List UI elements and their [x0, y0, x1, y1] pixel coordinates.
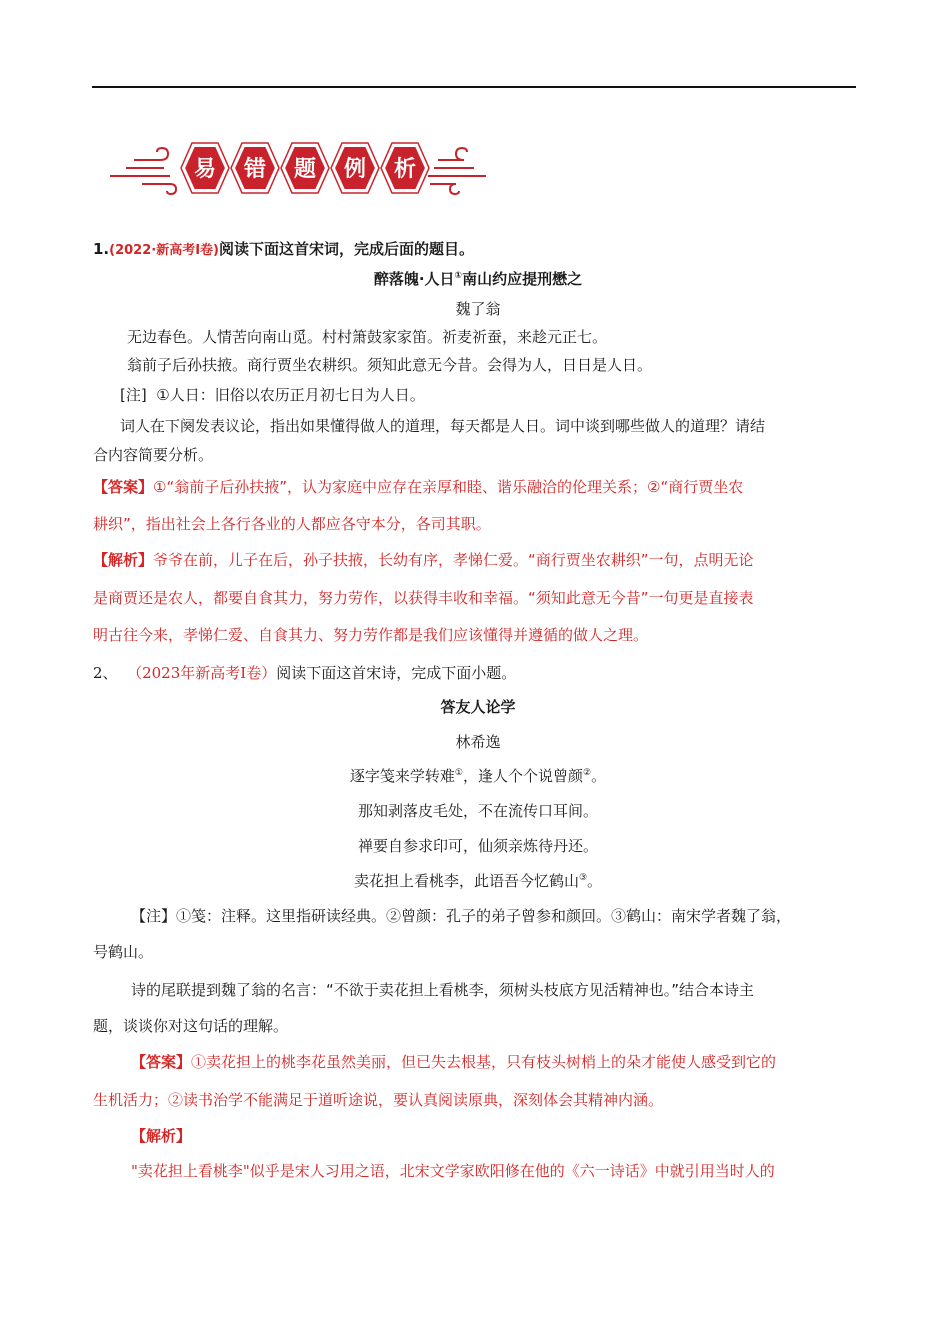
line-text: 逐字笺来学转难 — [349, 767, 455, 785]
question-source: （2023年新高考Ⅰ卷） — [127, 664, 277, 682]
poem-author: 魏了翁 — [455, 300, 501, 318]
title-text-rest: 南山约应提刑懋之 — [462, 270, 583, 288]
poem-line — [93, 870, 863, 892]
q1-prompt — [93, 238, 863, 262]
q2-answer-line — [93, 1051, 863, 1073]
title-text: 醉落魄·人日 — [373, 270, 455, 288]
line-text: ，逢人个个说曾颜 — [462, 767, 583, 785]
q2-note-line: 号鹤山。 — [93, 943, 154, 961]
q1-note — [93, 384, 863, 406]
q2-answer-line: 生机活力；②读书治学不能满足于道听途说，要认真阅读原典，深刻体会其精神内涵。 — [93, 1091, 664, 1109]
q2-prompt — [93, 662, 863, 684]
q1-answer-line: 耕织”，指出社会上各行各业的人都应各守本分，各司其职。 — [93, 515, 491, 533]
question-prompt: 阅读下面这首宋词，完成后面的题目。 — [218, 240, 474, 258]
q1-analysis-line: 明古往今来，孝悌仁爱、自食其力、努力劳作都是我们应该懂得并遵循的做人之理。 — [93, 626, 649, 644]
q1-analysis-line — [93, 549, 863, 571]
line-text: 卖花担上看桃李，此语吾今忆鹤山 — [353, 872, 579, 890]
note-text: ①人日：旧俗以农历正月初七日为人日。 — [156, 386, 425, 404]
banner-char: 易 — [193, 157, 216, 182]
answer-label: 【答案】 — [93, 478, 154, 496]
q2-question-line: 题，谈谈你对这句话的理解。 — [93, 1017, 289, 1035]
answer-text: ①卖花担上的桃李花虽然美丽，但已失去根基，只有枝头树梢上的朵才能使人感受到它的 — [191, 1053, 777, 1071]
q2-note-line: 【注】①笺：注释。这里指研读经典。②曾颜：孔子的弟子曾参和颜回。③鹤山：南宋学者魏了翁， — [131, 907, 792, 925]
footnote-marker: ① — [454, 768, 463, 778]
footnote-marker: ③ — [578, 873, 588, 883]
q1-question-line: 词人在下阕发表议论，指出如果懂得做人的道理，每天都是人日。词中谈到哪些做人的道理？请结 — [120, 417, 766, 435]
question-source: (2022·新高考Ⅰ卷) — [109, 243, 219, 258]
analysis-text: 爷爷在前，儿子在后，孙子扶掖，长幼有序，孝悌仁爱。“商行贾坐农耕织”一句，点明无论 — [153, 551, 754, 569]
poem-line: 禅要自参求印可，仙须亲炼待丹还。 — [357, 837, 598, 855]
q1-answer-line — [93, 476, 863, 498]
header-rule — [92, 86, 856, 88]
question-prompt: 阅读下面这首宋诗，完成下面小题。 — [276, 664, 517, 682]
footnote-marker: ② — [583, 768, 592, 778]
poem-line — [93, 765, 863, 787]
analysis-label: 【解析】 — [93, 551, 154, 569]
footnote-marker: ① — [454, 271, 463, 281]
line-text: 。 — [587, 872, 603, 890]
q2-analysis-label: 【解析】 — [131, 1127, 192, 1145]
q2-question-line: 诗的尾联提到魏了翁的名言：“不欲于卖花担上看桃李，须树头枝底方见活精神也。”结合本诗主 — [131, 981, 755, 999]
poem-line: 那知剥落皮毛处，不在流传口耳间。 — [357, 802, 598, 820]
poem-title — [93, 268, 863, 290]
banner-char: 题 — [293, 157, 316, 182]
answer-text: ①“翁前子后孙扶掖”，认为家庭中应存在亲厚和睦、谐乐融洽的伦理关系；②“商行贾坐农 — [153, 478, 744, 496]
question-number: 2、 — [93, 664, 118, 682]
answer-label: 【答案】 — [131, 1053, 192, 1071]
note-label: [注] — [120, 386, 147, 404]
q2-analysis-line: "卖花担上看桃李"似乎是宋人习用之语，北宋文学家欧阳修在他的《六一诗话》中就引用当时人的 — [131, 1162, 775, 1180]
section-banner — [108, 128, 488, 206]
poem-line: 翁前子后孙扶掖。商行贾坐农耕织。须知此意无今昔。会得为人，日日是人日。 — [127, 356, 653, 374]
q1-analysis-line: 是商贾还是农人，都要自食其力，努力劳作，以获得丰收和幸福。“须知此意无今昔”一句更是直接表 — [93, 589, 754, 607]
poem-title: 答友人论学 — [440, 698, 516, 716]
banner-char: 析 — [393, 157, 416, 182]
poem-line: 无边春色。人情苦向南山觅。村村箫鼓家家笛。祈麦祈蚕，来趁元正七。 — [127, 328, 608, 346]
poem-author: 林希逸 — [455, 733, 501, 751]
line-text: 。 — [591, 767, 607, 785]
banner-char: 例 — [343, 157, 366, 182]
banner-char: 错 — [243, 157, 266, 182]
question-number: 1. — [93, 240, 110, 258]
q1-question-line: 合内容简要分析。 — [93, 446, 214, 464]
